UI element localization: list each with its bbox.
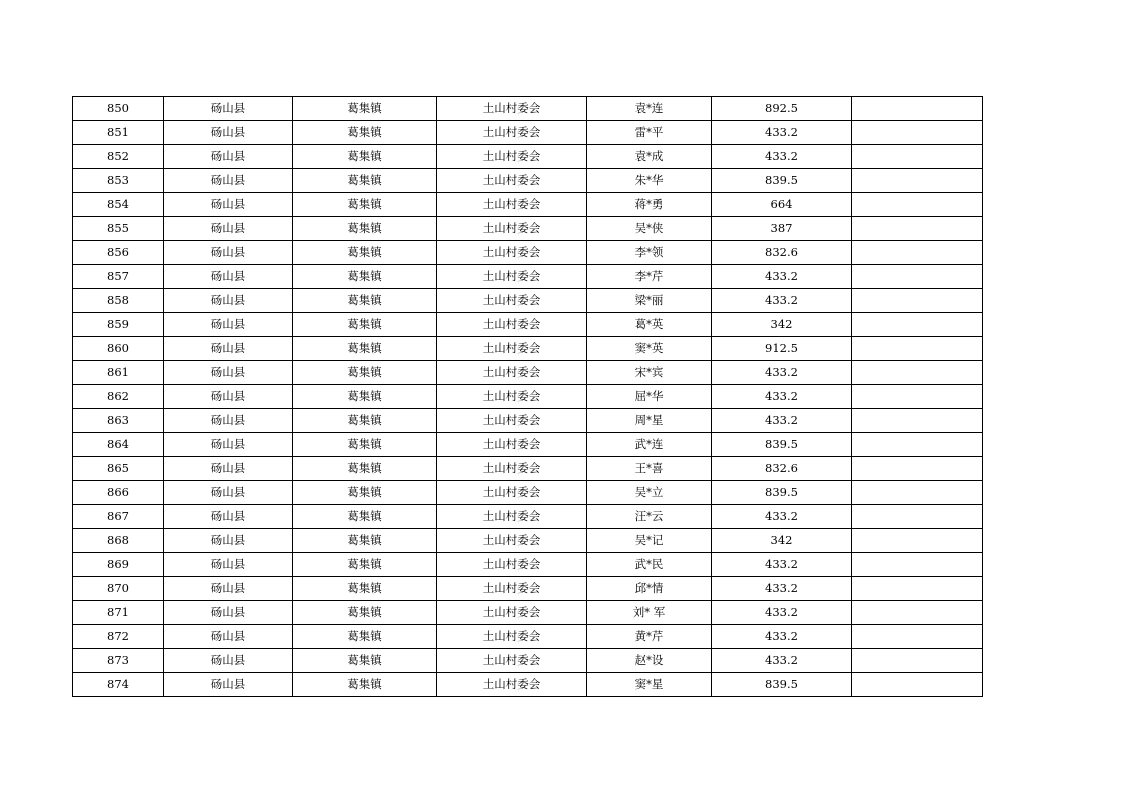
- remark-cell: [852, 625, 983, 649]
- table-row: [73, 601, 983, 625]
- amount-cell: 342: [712, 313, 852, 337]
- name-cell: 武*连: [587, 433, 712, 457]
- name-cell: 吴*立: [587, 481, 712, 505]
- amount-cell: 912.5: [712, 337, 852, 361]
- name-cell: 雷*平: [587, 121, 712, 145]
- amount-cell: 433.2: [712, 289, 852, 313]
- remark-cell: [852, 241, 983, 265]
- amount-cell: 433.2: [712, 385, 852, 409]
- table-row: [73, 529, 983, 553]
- amount-cell: 839.5: [712, 673, 852, 697]
- table-row: [73, 433, 983, 457]
- county-cell: 砀山县: [164, 481, 293, 505]
- table-row: [73, 337, 983, 361]
- name-cell: 武*民: [587, 553, 712, 577]
- town-cell: 葛集镇: [293, 169, 437, 193]
- county-cell: 砀山县: [164, 553, 293, 577]
- row-number-cell: 861: [73, 361, 164, 385]
- table-row: [73, 265, 983, 289]
- remark-cell: [852, 217, 983, 241]
- table-row: [73, 409, 983, 433]
- town-cell: 葛集镇: [293, 529, 437, 553]
- village-committee-cell: 土山村委会: [437, 385, 587, 409]
- row-number-cell: 862: [73, 385, 164, 409]
- remark-cell: [852, 289, 983, 313]
- row-number-cell: 858: [73, 289, 164, 313]
- village-committee-cell: 土山村委会: [437, 481, 587, 505]
- remark-cell: [852, 601, 983, 625]
- town-cell: 葛集镇: [293, 553, 437, 577]
- remark-cell: [852, 313, 983, 337]
- remark-cell: [852, 193, 983, 217]
- remark-cell: [852, 145, 983, 169]
- data-table: [72, 96, 983, 697]
- county-cell: 砀山县: [164, 97, 293, 121]
- name-cell: 吴*记: [587, 529, 712, 553]
- amount-cell: 433.2: [712, 265, 852, 289]
- table-row: [73, 481, 983, 505]
- county-cell: 砀山县: [164, 433, 293, 457]
- town-cell: 葛集镇: [293, 673, 437, 697]
- remark-cell: [852, 265, 983, 289]
- town-cell: 葛集镇: [293, 337, 437, 361]
- row-number-cell: 853: [73, 169, 164, 193]
- town-cell: 葛集镇: [293, 601, 437, 625]
- county-cell: 砀山县: [164, 601, 293, 625]
- remark-cell: [852, 385, 983, 409]
- village-committee-cell: 土山村委会: [437, 577, 587, 601]
- town-cell: 葛集镇: [293, 97, 437, 121]
- table-row: [73, 241, 983, 265]
- county-cell: 砀山县: [164, 265, 293, 289]
- remark-cell: [852, 673, 983, 697]
- table-row: [73, 97, 983, 121]
- table-row: [73, 289, 983, 313]
- town-cell: 葛集镇: [293, 145, 437, 169]
- village-committee-cell: 土山村委会: [437, 625, 587, 649]
- amount-cell: 433.2: [712, 601, 852, 625]
- name-cell: 梁*丽: [587, 289, 712, 313]
- town-cell: 葛集镇: [293, 241, 437, 265]
- table-row: [73, 457, 983, 481]
- village-committee-cell: 土山村委会: [437, 217, 587, 241]
- town-cell: 葛集镇: [293, 457, 437, 481]
- table-row: [73, 577, 983, 601]
- remark-cell: [852, 553, 983, 577]
- village-committee-cell: 土山村委会: [437, 601, 587, 625]
- town-cell: 葛集镇: [293, 289, 437, 313]
- name-cell: 屈*华: [587, 385, 712, 409]
- row-number-cell: 871: [73, 601, 164, 625]
- name-cell: 赵*设: [587, 649, 712, 673]
- table-row: [73, 121, 983, 145]
- remark-cell: [852, 529, 983, 553]
- row-number-cell: 854: [73, 193, 164, 217]
- town-cell: 葛集镇: [293, 433, 437, 457]
- village-committee-cell: 土山村委会: [437, 361, 587, 385]
- town-cell: 葛集镇: [293, 577, 437, 601]
- name-cell: 李*芹: [587, 265, 712, 289]
- county-cell: 砀山县: [164, 577, 293, 601]
- row-number-cell: 860: [73, 337, 164, 361]
- name-cell: 吴*侠: [587, 217, 712, 241]
- amount-cell: 839.5: [712, 433, 852, 457]
- remark-cell: [852, 97, 983, 121]
- town-cell: 葛集镇: [293, 121, 437, 145]
- county-cell: 砀山县: [164, 673, 293, 697]
- county-cell: 砀山县: [164, 217, 293, 241]
- row-number-cell: 863: [73, 409, 164, 433]
- row-number-cell: 856: [73, 241, 164, 265]
- village-committee-cell: 土山村委会: [437, 289, 587, 313]
- name-cell: 王*喜: [587, 457, 712, 481]
- county-cell: 砀山县: [164, 529, 293, 553]
- county-cell: 砀山县: [164, 649, 293, 673]
- name-cell: 袁*成: [587, 145, 712, 169]
- table-row: [73, 673, 983, 697]
- remark-cell: [852, 337, 983, 361]
- town-cell: 葛集镇: [293, 409, 437, 433]
- row-number-cell: 852: [73, 145, 164, 169]
- amount-cell: 832.6: [712, 241, 852, 265]
- amount-cell: 839.5: [712, 481, 852, 505]
- row-number-cell: 857: [73, 265, 164, 289]
- amount-cell: 664: [712, 193, 852, 217]
- remark-cell: [852, 649, 983, 673]
- name-cell: 汪*云: [587, 505, 712, 529]
- village-committee-cell: 土山村委会: [437, 529, 587, 553]
- town-cell: 葛集镇: [293, 265, 437, 289]
- county-cell: 砀山县: [164, 193, 293, 217]
- name-cell: 黄*芹: [587, 625, 712, 649]
- county-cell: 砀山县: [164, 145, 293, 169]
- village-committee-cell: 土山村委会: [437, 673, 587, 697]
- table-body: [73, 97, 983, 697]
- name-cell: 朱*华: [587, 169, 712, 193]
- county-cell: 砀山县: [164, 241, 293, 265]
- name-cell: 葛*英: [587, 313, 712, 337]
- table-row: [73, 217, 983, 241]
- row-number-cell: 866: [73, 481, 164, 505]
- name-cell: 窦*英: [587, 337, 712, 361]
- remark-cell: [852, 505, 983, 529]
- table-row: [73, 145, 983, 169]
- table-row: [73, 625, 983, 649]
- town-cell: 葛集镇: [293, 649, 437, 673]
- county-cell: 砀山县: [164, 385, 293, 409]
- row-number-cell: 850: [73, 97, 164, 121]
- table-row: [73, 505, 983, 529]
- amount-cell: 433.2: [712, 409, 852, 433]
- amount-cell: 433.2: [712, 625, 852, 649]
- row-number-cell: 869: [73, 553, 164, 577]
- remark-cell: [852, 361, 983, 385]
- row-number-cell: 873: [73, 649, 164, 673]
- row-number-cell: 855: [73, 217, 164, 241]
- village-committee-cell: 土山村委会: [437, 121, 587, 145]
- remark-cell: [852, 169, 983, 193]
- amount-cell: 892.5: [712, 97, 852, 121]
- table-row: [73, 169, 983, 193]
- village-committee-cell: 土山村委会: [437, 433, 587, 457]
- row-number-cell: 874: [73, 673, 164, 697]
- remark-cell: [852, 121, 983, 145]
- village-committee-cell: 土山村委会: [437, 97, 587, 121]
- amount-cell: 342: [712, 529, 852, 553]
- amount-cell: 839.5: [712, 169, 852, 193]
- county-cell: 砀山县: [164, 313, 293, 337]
- amount-cell: 433.2: [712, 505, 852, 529]
- amount-cell: 433.2: [712, 361, 852, 385]
- county-cell: 砀山县: [164, 505, 293, 529]
- county-cell: 砀山县: [164, 289, 293, 313]
- village-committee-cell: 土山村委会: [437, 649, 587, 673]
- remark-cell: [852, 457, 983, 481]
- town-cell: 葛集镇: [293, 625, 437, 649]
- village-committee-cell: 土山村委会: [437, 457, 587, 481]
- remark-cell: [852, 481, 983, 505]
- county-cell: 砀山县: [164, 169, 293, 193]
- table-row: [73, 553, 983, 577]
- village-committee-cell: 土山村委会: [437, 409, 587, 433]
- town-cell: 葛集镇: [293, 361, 437, 385]
- town-cell: 葛集镇: [293, 313, 437, 337]
- amount-cell: 433.2: [712, 553, 852, 577]
- town-cell: 葛集镇: [293, 481, 437, 505]
- village-committee-cell: 土山村委会: [437, 193, 587, 217]
- name-cell: 刘* 军: [587, 601, 712, 625]
- name-cell: 邱*情: [587, 577, 712, 601]
- name-cell: 宋*宾: [587, 361, 712, 385]
- village-committee-cell: 土山村委会: [437, 145, 587, 169]
- row-number-cell: 868: [73, 529, 164, 553]
- table-row: [73, 361, 983, 385]
- name-cell: 窦*星: [587, 673, 712, 697]
- town-cell: 葛集镇: [293, 505, 437, 529]
- village-committee-cell: 土山村委会: [437, 265, 587, 289]
- row-number-cell: 872: [73, 625, 164, 649]
- row-number-cell: 864: [73, 433, 164, 457]
- village-committee-cell: 土山村委会: [437, 313, 587, 337]
- amount-cell: 433.2: [712, 577, 852, 601]
- row-number-cell: 867: [73, 505, 164, 529]
- county-cell: 砀山县: [164, 457, 293, 481]
- row-number-cell: 865: [73, 457, 164, 481]
- name-cell: 袁*连: [587, 97, 712, 121]
- village-committee-cell: 土山村委会: [437, 505, 587, 529]
- county-cell: 砀山县: [164, 409, 293, 433]
- village-committee-cell: 土山村委会: [437, 337, 587, 361]
- row-number-cell: 851: [73, 121, 164, 145]
- town-cell: 葛集镇: [293, 385, 437, 409]
- table-row: [73, 313, 983, 337]
- amount-cell: 832.6: [712, 457, 852, 481]
- amount-cell: 387: [712, 217, 852, 241]
- amount-cell: 433.2: [712, 649, 852, 673]
- remark-cell: [852, 577, 983, 601]
- town-cell: 葛集镇: [293, 217, 437, 241]
- name-cell: 蒋*勇: [587, 193, 712, 217]
- county-cell: 砀山县: [164, 121, 293, 145]
- table-row: [73, 385, 983, 409]
- remark-cell: [852, 433, 983, 457]
- village-committee-cell: 土山村委会: [437, 553, 587, 577]
- table-row: [73, 649, 983, 673]
- village-committee-cell: 土山村委会: [437, 169, 587, 193]
- town-cell: 葛集镇: [293, 193, 437, 217]
- remark-cell: [852, 409, 983, 433]
- name-cell: 李*领: [587, 241, 712, 265]
- amount-cell: 433.2: [712, 145, 852, 169]
- county-cell: 砀山县: [164, 361, 293, 385]
- name-cell: 周*星: [587, 409, 712, 433]
- village-committee-cell: 土山村委会: [437, 241, 587, 265]
- amount-cell: 433.2: [712, 121, 852, 145]
- county-cell: 砀山县: [164, 337, 293, 361]
- county-cell: 砀山县: [164, 625, 293, 649]
- table-row: [73, 193, 983, 217]
- row-number-cell: 870: [73, 577, 164, 601]
- row-number-cell: 859: [73, 313, 164, 337]
